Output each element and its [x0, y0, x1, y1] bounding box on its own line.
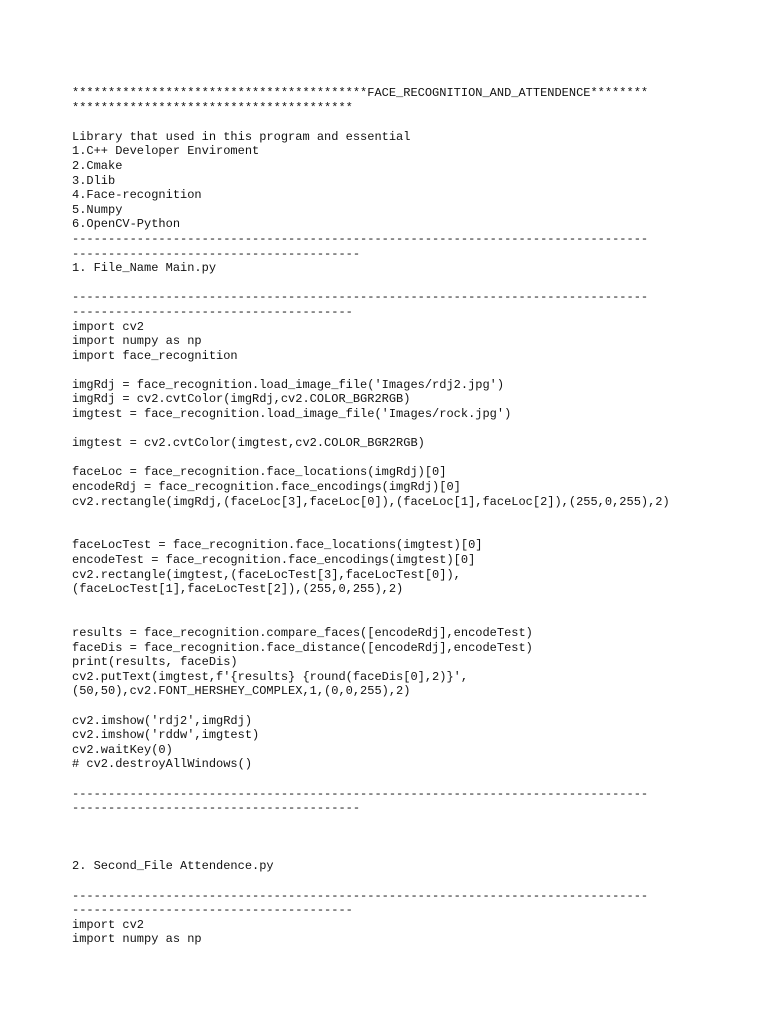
document-line: imgtest = face_recognition.load_image_file('Images/rock.jpg') [72, 407, 512, 422]
document-line: cv2.waitKey(0) [72, 742, 173, 757]
document-line: cv2.rectangle(imgtest,(faceLocTest[3],faceLocTest[0]), [72, 567, 461, 582]
document-line: -------------------------------------------------------------------------------- [72, 888, 649, 903]
document-line: ---------------------------------------- [72, 801, 361, 816]
document-line: *****************************************FACE_RECOGNITION_AND_ATTENDENCE******** [72, 86, 649, 100]
document-line: import numpy as np [72, 334, 202, 349]
document-line: (faceLocTest[1],faceLocTest[2]),(255,0,255),2) [72, 582, 404, 597]
document-line: 1. File_Name Main.py [72, 261, 217, 276]
document-line: 1.C++ Developer Enviroment [72, 144, 260, 159]
document-line: -------------------------------------------------------------------------------- [72, 231, 649, 246]
document-line [72, 816, 762, 831]
document-line: 3.Dlib [72, 173, 116, 188]
document-line: -------------------------------------------------------------------------------- [72, 290, 649, 305]
document-line: encodeTest = face_recognition.face_encodings(imgtest)[0] [72, 553, 476, 567]
document-line: --------------------------------------- [72, 304, 353, 319]
document-line [72, 115, 762, 130]
document-line [72, 699, 762, 714]
document-line [72, 276, 762, 291]
document-line [72, 363, 762, 378]
document-line [72, 509, 762, 524]
document-line: imgRdj = face_recognition.load_image_file('Images/rdj2.jpg') [72, 377, 505, 392]
document-text [72, 86, 762, 947]
document-line [72, 451, 762, 466]
document-line: 6.OpenCV-Python [72, 217, 181, 232]
document-line: 5.Numpy [72, 202, 123, 217]
document-line: Library that used in this program and essential [72, 129, 411, 144]
document-line [72, 845, 762, 860]
document-line [72, 830, 762, 845]
document-line [72, 597, 762, 612]
document-line: # cv2.destroyAllWindows() [72, 757, 253, 772]
document-line [72, 772, 762, 787]
document-line: *************************************** [72, 100, 353, 115]
document-line [72, 611, 762, 626]
document-line: import numpy as np [72, 932, 202, 947]
document-line: (50,50),cv2.FONT_HERSHEY_COMPLEX,1,(0,0,255),2) [72, 684, 411, 699]
document-line: ---------------------------------------- [72, 246, 361, 261]
document-line: cv2.imshow('rddw',imgtest) [72, 728, 260, 743]
document-line: faceDis = face_recognition.face_distance([encodeRdj],encodeTest) [72, 640, 533, 655]
document-line [72, 874, 762, 889]
document-line: import cv2 [72, 319, 145, 334]
document-line: imgtest = cv2.cvtColor(imgtest,cv2.COLOR_BGR2RGB) [72, 436, 425, 451]
document-line: faceLoc = face_recognition.face_locations(imgRdj)[0] [72, 465, 447, 480]
document-line: imgRdj = cv2.cvtColor(imgRdj,cv2.COLOR_BGR2RGB) [72, 392, 411, 407]
document-line: cv2.putText(imgtest,f'{results} {round(faceDis[0],2)}', [72, 669, 469, 684]
document-line [72, 524, 762, 539]
document-line: cv2.imshow('rdj2',imgRdj) [72, 713, 253, 728]
document-line: 2.Cmake [72, 158, 123, 173]
document-line: import cv2 [72, 917, 145, 932]
document-line: faceLocTest = face_recognition.face_locations(imgtest)[0] [72, 538, 483, 553]
document-line: 4.Face-recognition [72, 188, 202, 203]
document-line: --------------------------------------- [72, 903, 353, 918]
document-line: -------------------------------------------------------------------------------- [72, 786, 649, 801]
document-line: encodeRdj = face_recognition.face_encodings(imgRdj)[0] [72, 480, 461, 495]
document-line: 2. Second_File Attendence.py [72, 859, 274, 874]
document-line: results = face_recognition.compare_faces([encodeRdj],encodeTest) [72, 625, 533, 640]
document-line: import face_recognition [72, 348, 238, 363]
document-line: cv2.rectangle(imgRdj,(faceLoc[3],faceLoc[0]),(faceLoc[1],faceLoc[2]),(255,0,255),2) [72, 494, 670, 509]
document-line: print(results, faceDis) [72, 655, 238, 670]
document-line [72, 422, 762, 437]
